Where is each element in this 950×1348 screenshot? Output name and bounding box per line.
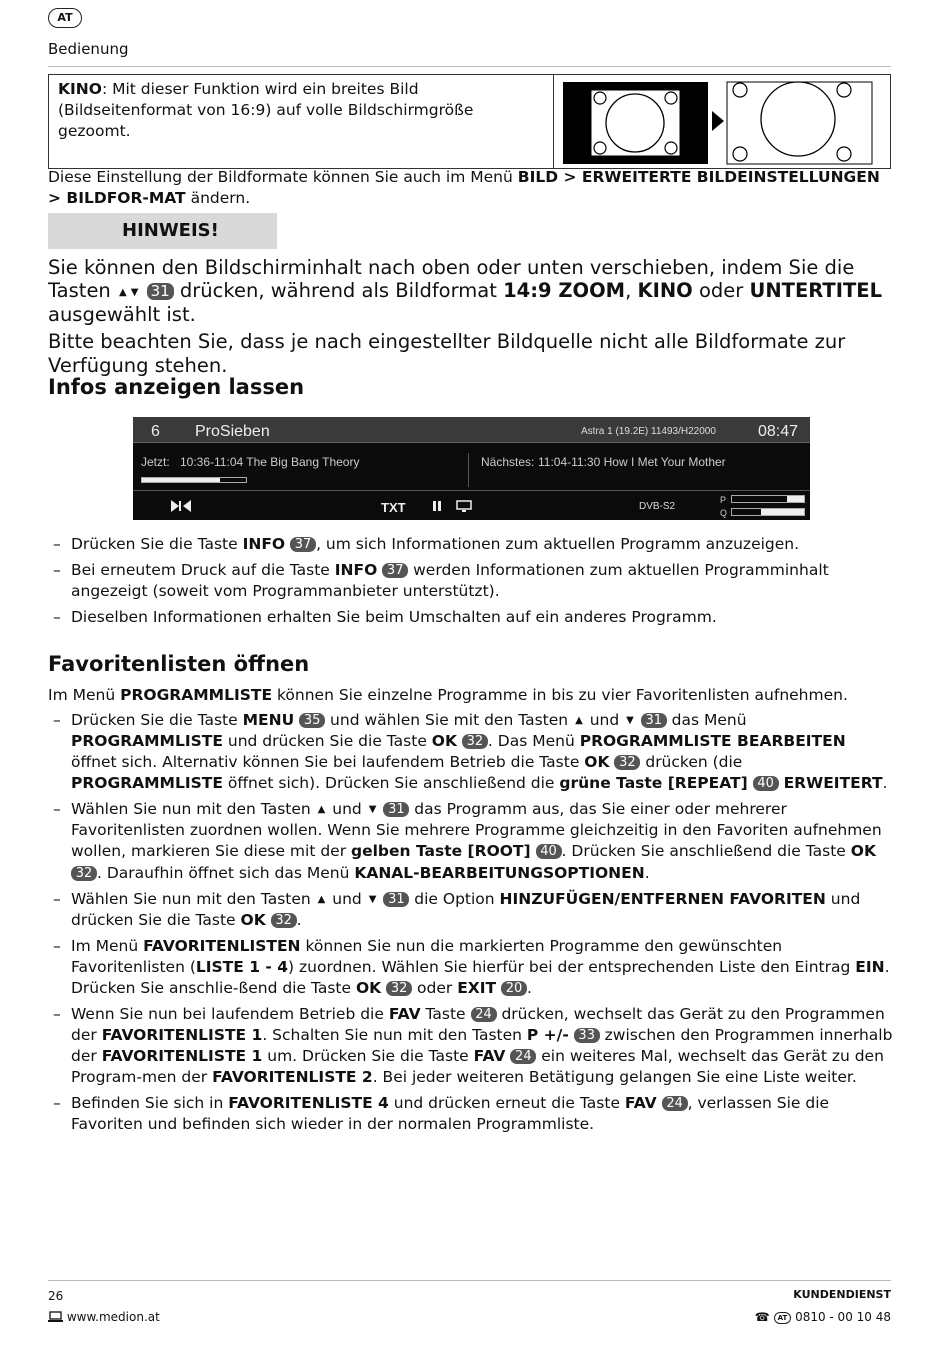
website <box>48 1309 160 1325</box>
key-badge: 37 <box>382 563 408 578</box>
now-program: 10:36-11:04 The Big Bang Theory <box>180 455 360 469</box>
triangle-down-icon: ▼ <box>626 715 634 726</box>
next-program: 11:04-11:30 How I Met Your Mother <box>538 455 726 469</box>
list-item: – Wählen Sie nun mit den Tasten ▲ und ▼ 31 das Programm aus, das Sie einer oder mehrerer Favoritenlisten zuordnen wollen. Wenn Sie mehrere Programme gleichzeitig in den Favoriten aufnehmen wollen, markieren Sie diese mit der gelben Taste [ROOT] 40 . Drücken Sie anschließend die Taste OK 32 . Daraufhin öffnet sich das Menü KANAL-BEARBEITUNGSOPTIONEN. <box>48 799 893 883</box>
program-progress <box>141 477 247 483</box>
kino-description <box>58 79 538 142</box>
list-item: – Dieselben Informationen erhalten Sie beim Umschalten auf ein anderes Programm. <box>48 607 893 628</box>
key-badge: 31 <box>147 283 174 300</box>
infos-heading: Infos anzeigen lassen <box>48 375 305 399</box>
triangle-down-icon: ▼ <box>130 287 139 299</box>
zoom-illustration <box>554 75 893 168</box>
now-label: Jetzt: <box>141 455 170 469</box>
screen-icon <box>456 500 472 513</box>
service-label: KUNDENDIENST <box>793 1288 891 1301</box>
triangle-up-icon: ▲ <box>317 804 326 816</box>
source-picture <box>591 90 680 156</box>
page-number: 26 <box>48 1289 64 1303</box>
list-item: – Im Menü FAVORITENLISTEN können Sie nun die markierten Programme den gewünschten Favoritenlisten (LISTE 1 - 4) zuordnen. Wählen Sie hierfür bei der entsprechenden Liste den Eintrag EIN. Drücken Sie anschlie-ßend die Taste OK 32 oder EXIT 20 . <box>48 936 893 999</box>
key-badge: 35 <box>299 713 325 728</box>
list-item: – Wenn Sie nun bei laufendem Betrieb die FAV Taste 24 drücken, wechselt das Gerät zu den Programmen der FAVORITENLISTE 1. Schalten Sie nun mit den Tasten P +/- 33 zwischen den Programmen innerhalb der FAVORITENLISTE 1 um. Drücken Sie die Taste FAV 24 ein weiteres Mal, wechselt das Gerät zu den Program-men der FAVORITENLISTE 2. Bei jeder weiteren Betätigung gelangen Sie eine Liste weiter. <box>48 1004 893 1088</box>
signal-p-label: P <box>720 495 727 505</box>
telephone-icon: ☎ <box>754 1310 770 1324</box>
hinweis-body <box>48 256 891 381</box>
key-badge: 32 <box>614 755 640 770</box>
bottom-divider <box>48 1280 891 1281</box>
service-phone <box>720 1309 891 1325</box>
key-badge: 32 <box>462 734 488 749</box>
channel-name: ProSieben <box>195 423 270 440</box>
key-badge: 32 <box>71 866 97 881</box>
kino-box <box>48 74 891 169</box>
key-badge: 20 <box>501 981 527 996</box>
key-badge: 37 <box>290 537 316 552</box>
list-item: – Wählen Sie nun mit den Tasten ▲ und ▼ 31 die Option HINZUFÜGEN/ENTFERNEN FAVORITEN und drücken Sie die Taste OK 32 . <box>48 889 893 931</box>
channel-number: 6 <box>151 423 160 440</box>
key-badge: 24 <box>510 1049 536 1064</box>
triangle-up-icon: ▲ <box>575 715 583 726</box>
signal-q-fill <box>761 509 804 515</box>
aspect-ratio-figure <box>553 75 892 168</box>
triangle-down-icon: ▼ <box>368 804 377 816</box>
key-badge: 24 <box>471 1007 497 1022</box>
key-badge: 31 <box>383 802 409 817</box>
info-divider <box>468 453 469 487</box>
favorites-heading: Favoritenlisten öffnen <box>48 652 310 676</box>
triangle-up-icon: ▲ <box>317 893 326 905</box>
key-badge: 33 <box>574 1028 600 1043</box>
clock: 08:47 <box>758 423 799 440</box>
mute-icon <box>171 500 191 512</box>
top-divider <box>48 66 891 67</box>
format-note: Diese Einstellung der Bildformate können Sie auch im Menü BILD > ERWEITERTE BILDEINSTELLUNGEN > BILDFOR-MAT ändern. <box>48 168 880 208</box>
key-badge: 40 <box>536 844 562 859</box>
signal-p-fill <box>787 496 804 502</box>
triangle-up-icon: ▲ <box>119 287 127 299</box>
kino-text: : Mit dieser Funktion wird ein breites Bild (Bildseitenformat von 16:9) auf volle Bildschirmgröße gezoomt. <box>58 80 474 141</box>
key-badge: 31 <box>383 892 409 907</box>
section-title: Bedienung <box>48 40 129 58</box>
hinweis-title: HINWEIS! <box>48 213 277 249</box>
key-badge: 32 <box>271 913 297 928</box>
signal-q-meter <box>731 508 805 516</box>
signal-p-meter <box>731 495 805 503</box>
key-badge: 31 <box>641 713 667 728</box>
dvb-standard: DVB-S2 <box>639 501 676 512</box>
key-badge: 40 <box>753 776 779 791</box>
list-item: – Befinden Sie sich in FAVORITENLISTE 4 und drücken erneut die Taste FAV 24 , verlassen Sie die Favoriten und befinden sich wieder in der normalen Programmliste. <box>48 1093 893 1135</box>
hinweis-paragraph-1: Sie können den Bildschirminhalt nach oben oder unten verschieben, indem Sie die Tasten ▲ ▼ 31 drücken, während als Bildformat 14:9 ZOOM, KINO oder UNTERTITEL ausgewählt ist. <box>48 256 883 326</box>
hinweis-paragraph-2: Bitte beachten Sie, dass je nach eingestellter Bildquelle nicht alle Bildformate zur Verfügung stehen. <box>48 330 846 377</box>
list-item: – Drücken Sie die Taste MENU 35 und wählen Sie mit den Tasten ▲ und ▼ 31 das Menü PROGRAMMLISTE und drücken Sie die Taste OK 32 . Das Menü PROGRAMMLISTE BEARBEITEN öffnet sich. Alternativ können Sie bei laufendem Betrieb die Taste OK 32 drücken (die PROGRAMMLISTE öffnet sich). Drücken Sie anschließend die grüne Taste [REPEAT] 40 ERWEITERT. <box>48 710 893 794</box>
arrow-right-icon <box>712 111 724 131</box>
signal-q-label: Q <box>720 508 728 518</box>
satellite-info: Astra 1 (19.2E) 11493/H22000 <box>581 426 716 437</box>
infos-list <box>48 534 893 633</box>
teletext-indicator: TXT <box>381 500 406 515</box>
program-progress-fill <box>142 478 220 482</box>
next-label: Nächstes: <box>481 455 535 469</box>
phone-number: 0810 - 00 10 48 <box>795 1310 891 1324</box>
favorites-intro: Im Menü PROGRAMMLISTE können Sie einzelne Programme in bis zu vier Favoritenlisten aufnehmen. <box>48 686 848 704</box>
pause-icon <box>432 501 442 511</box>
country-badge: AT <box>48 8 82 28</box>
triangle-down-icon: ▼ <box>368 893 377 905</box>
key-badge: 32 <box>386 981 412 996</box>
tv-info-bar <box>133 417 810 520</box>
favorites-list <box>48 710 893 1140</box>
country-badge-small: AT <box>774 1312 792 1324</box>
laptop-icon <box>48 1311 63 1323</box>
info-bar-header <box>133 417 810 443</box>
website-link[interactable]: www.medion.at <box>66 1310 160 1324</box>
list-item: – Drücken Sie die Taste INFO 37 , um sich Informationen zum aktuellen Programm anzuzeigen. <box>48 534 893 555</box>
key-badge: 24 <box>662 1096 688 1111</box>
info-bar-footer <box>133 490 810 520</box>
list-item: – Bei erneutem Druck auf die Taste INFO 37 werden Informationen zum aktuellen Programminhalt angezeigt (soweit vom Programmanbieter unterstützt). <box>48 560 893 602</box>
kino-label: KINO <box>58 80 102 98</box>
